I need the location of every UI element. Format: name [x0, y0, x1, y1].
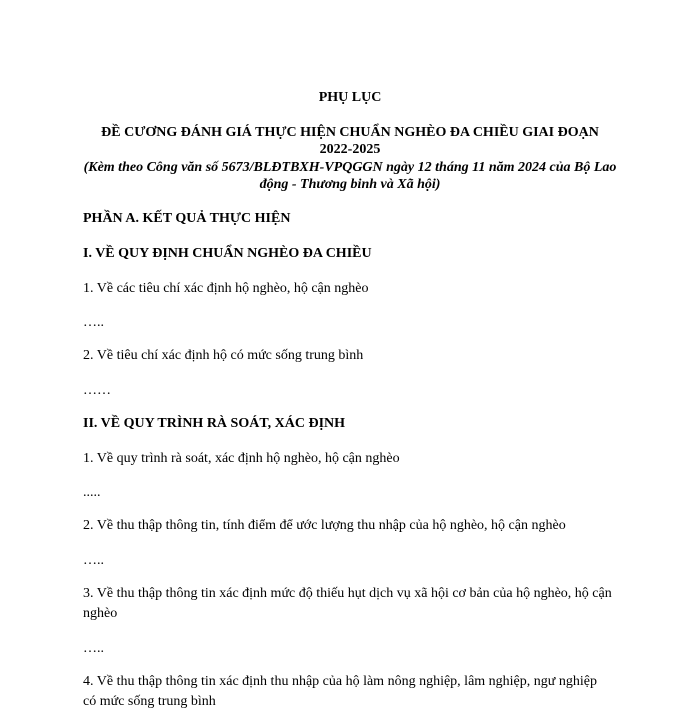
section-1-item-1: 1. Về các tiêu chí xác định hộ nghèo, hộ cận nghèo: [83, 281, 369, 296]
section-1-ellipsis-1: …..: [83, 315, 104, 330]
section-1-item-2: 2. Về tiêu chí xác định hộ có mức sống trung bình: [83, 348, 364, 363]
document-subtitle: ĐỀ CƯƠNG ĐÁNH GIÁ THỰC HIỆN CHUẨN NGHÈO ĐA CHIỀU GIAI ĐOẠN 2022-2025: [101, 125, 599, 157]
section-2-item-4: 4. Về thu thập thông tin xác định thu nhập của hộ làm nông nghiệp, lâm nghiệp, ngư nghiệp có mức sống trung bình: [83, 674, 597, 709]
section-2-ellipsis-1: .....: [83, 485, 101, 500]
document-title: PHỤ LỤC: [318, 90, 382, 105]
section-2-item-2: 2. Về thu thập thông tin, tính điểm để ước lượng thu nhập của hộ nghèo, hộ cận nghèo: [83, 518, 566, 533]
section-2-ellipsis-3: …..: [83, 641, 104, 656]
section-2-item-1: 1. Về quy trình rà soát, xác định hộ nghèo, hộ cận nghèo: [83, 451, 400, 466]
section-1-heading: I. VỀ QUY ĐỊNH CHUẨN NGHÈO ĐA CHIỀU: [83, 246, 372, 261]
document-note: (Kèm theo Công văn số 5673/BLĐTBXH-VPQGGN ngày 12 tháng 11 năm 2024 của Bộ Lao động - Thương binh và Xã hội): [83, 160, 617, 192]
section-2-item-3: 3. Về thu thập thông tin xác định mức độ thiếu hụt dịch vụ xã hội cơ bản của hộ nghèo, hộ cận nghèo: [83, 586, 612, 621]
section-2-heading: II. VỀ QUY TRÌNH RÀ SOÁT, XÁC ĐỊNH: [83, 416, 346, 431]
part-a-heading: PHẦN A. KẾT QUẢ THỰC HIỆN: [83, 211, 291, 226]
section-2-ellipsis-2: …..: [83, 553, 104, 568]
section-1-ellipsis-2: ……: [83, 383, 111, 398]
